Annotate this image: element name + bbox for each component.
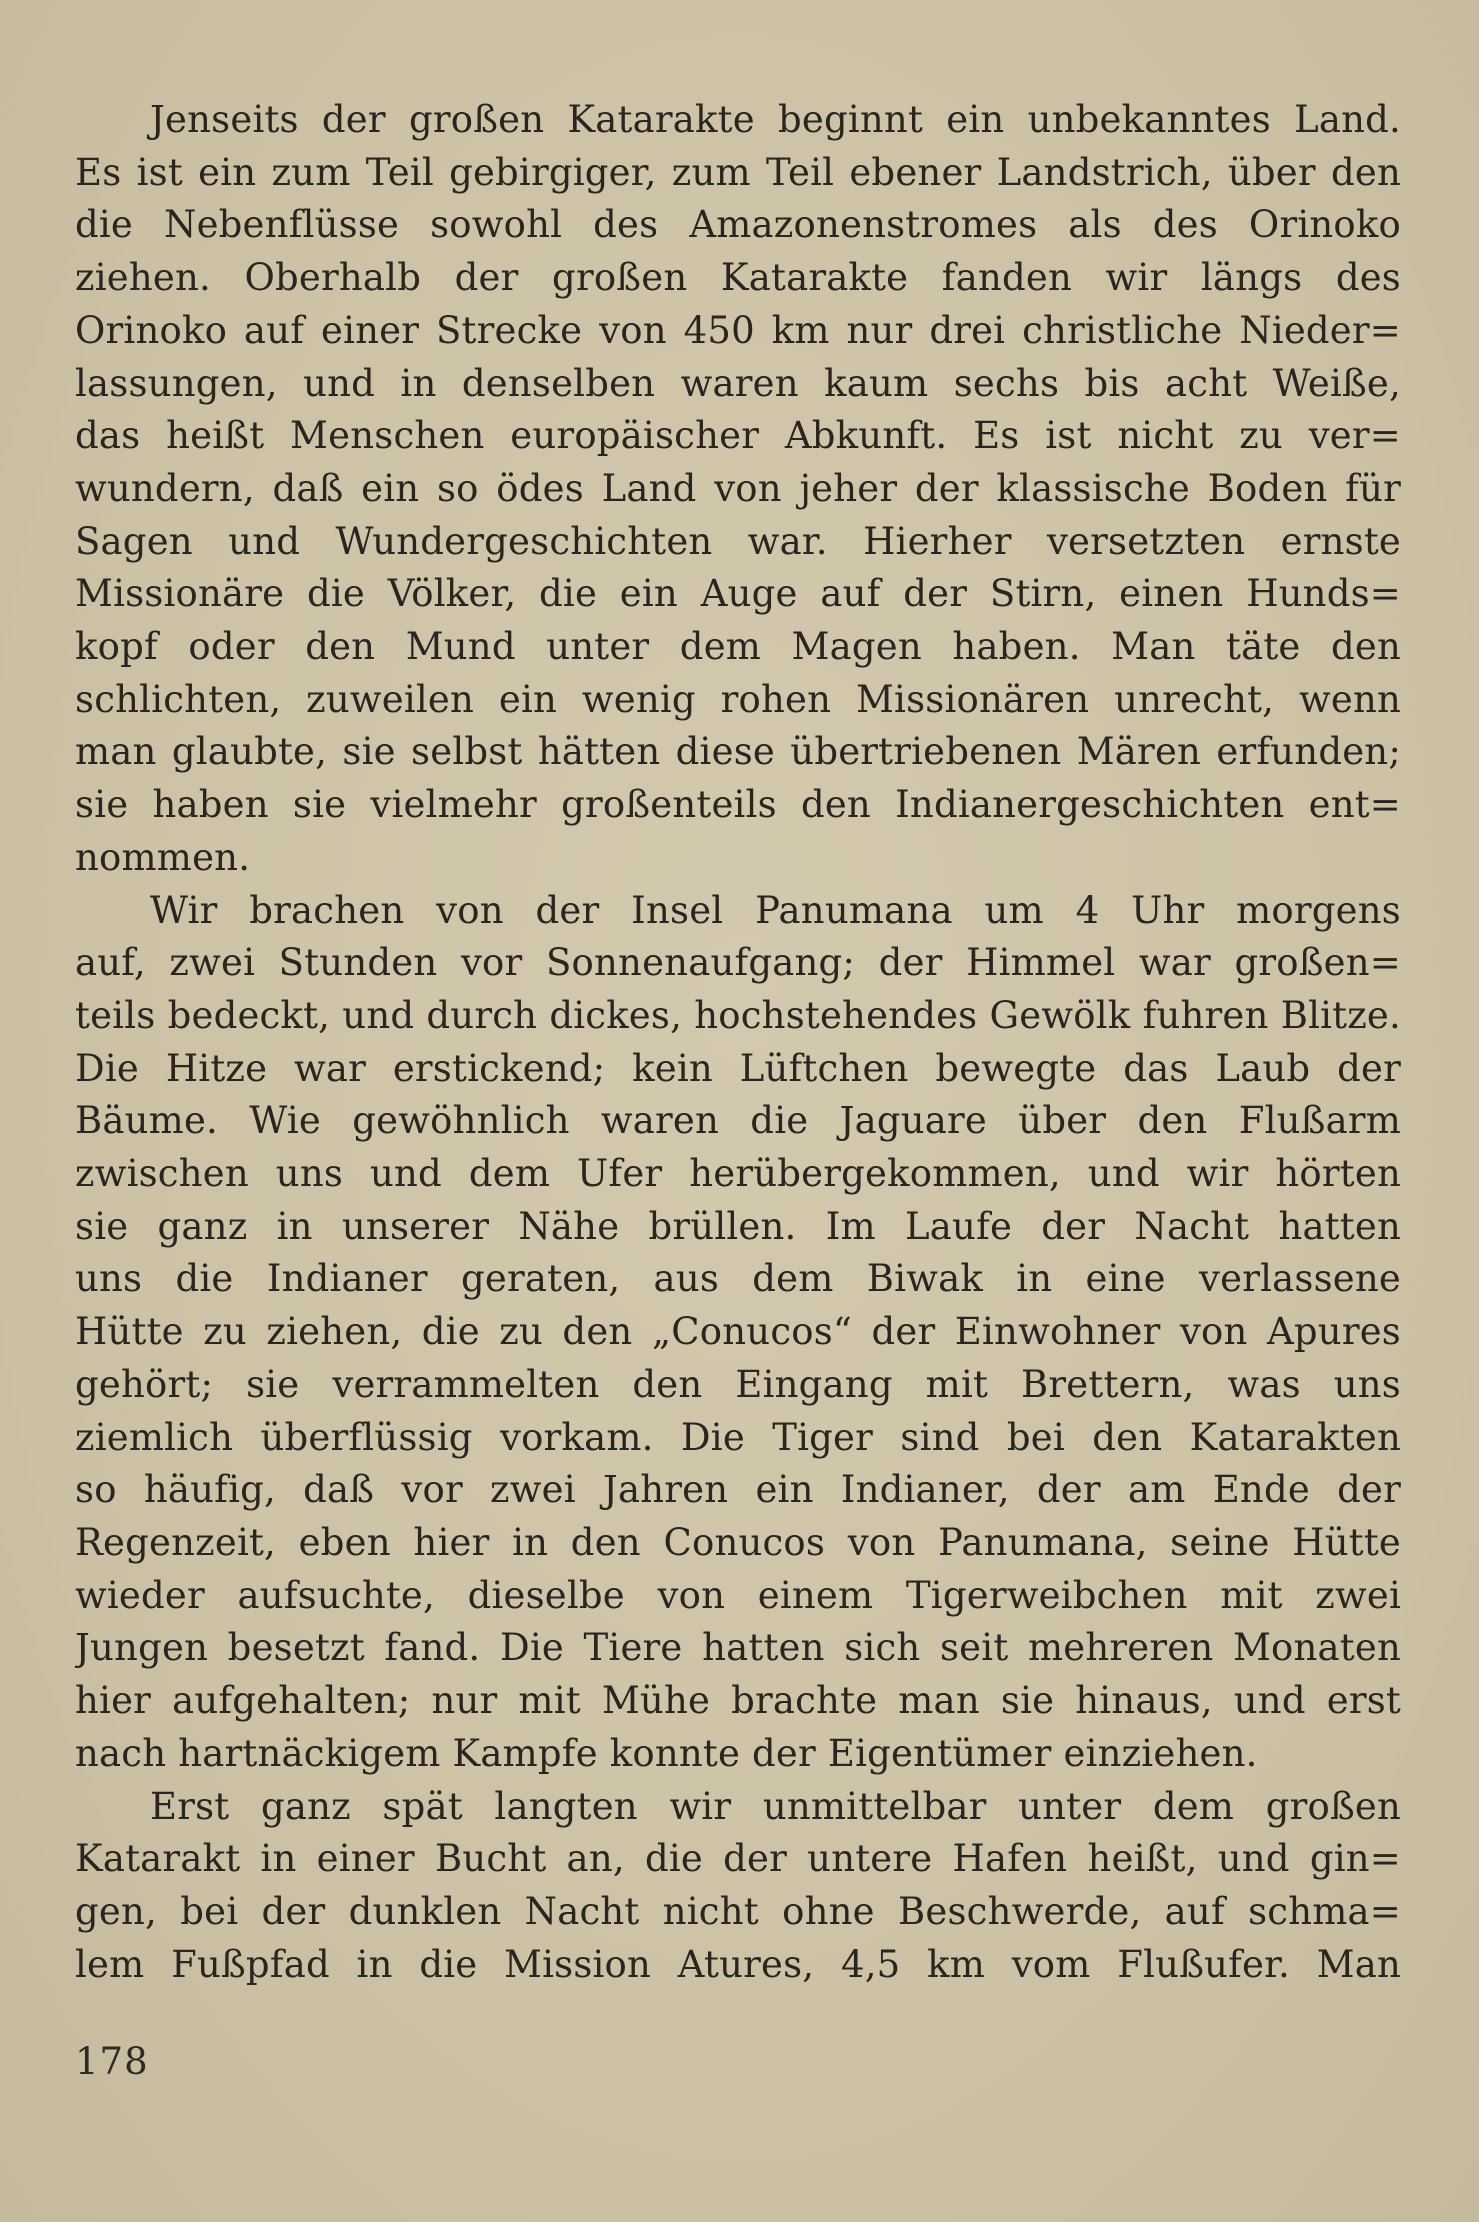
text-line: zwischen uns und dem Ufer herübergekommen, und wir hörten (75, 1152, 1401, 1196)
paragraph-3 (75, 1781, 1401, 1992)
text-line: das heißt Menschen europäischer Abkunft. Es ist nicht zu ver= (75, 414, 1401, 458)
text-line: Erst ganz spät langten wir unmittelbar unter dem großen (150, 1784, 1401, 1828)
text-line: Orinoko auf einer Strecke von 450 km nur drei christliche Nieder= (75, 308, 1401, 352)
text-line: schlichten, zuweilen ein wenig rohen Missionären unrecht, wenn (75, 677, 1401, 721)
text-line: sie haben sie vielmehr großenteils den Indianergeschichten ent= (75, 783, 1401, 827)
text-line: hier aufgehalten; nur mit Mühe brachte man sie hinaus, und erst (75, 1679, 1401, 1723)
text-line: Hütte zu ziehen, die zu den „Conucos“ der Einwohner von Apures (75, 1310, 1401, 1354)
text-line: Die Hitze war erstickend; kein Lüftchen bewegte das Laub der (75, 1046, 1401, 1090)
text-line: auf, zwei Stunden vor Sonnenaufgang; der Himmel war großen= (75, 941, 1401, 985)
text-line: Katarakt in einer Bucht an, die der untere Hafen heißt, und gin= (75, 1837, 1401, 1881)
page-number: 178 (75, 2040, 149, 2083)
body-text (75, 94, 1401, 1991)
text-line: teils bedeckt, und durch dickes, hochstehendes Gewölk fuhren Blitze. (75, 993, 1401, 1037)
text-line: Es ist ein zum Teil gebirgiger, zum Teil ebener Landstrich, über den (75, 150, 1401, 194)
text-line: ziemlich überflüssig vorkam. Die Tiger sind bei den Katarakten (75, 1415, 1401, 1459)
text-line: Sagen und Wundergeschichten war. Hierher versetzten ernste (75, 519, 1401, 563)
text-line: lem Fußpfad in die Mission Atures, 4,5 km vom Flußufer. Man (75, 1942, 1401, 1986)
paragraph-2 (75, 885, 1401, 1781)
text-line: nach hartnäckigem Kampfe konnte der Eigentümer einziehen. (75, 1731, 1258, 1775)
text-line: wieder aufsuchte, dieselbe von einem Tigerweibchen mit zwei (75, 1573, 1401, 1617)
text-line: Wir brachen von der Insel Panumana um 4 Uhr morgens (150, 888, 1401, 932)
text-line: nommen. (75, 835, 251, 879)
text-line: gen, bei der dunklen Nacht nicht ohne Beschwerde, auf schma= (75, 1889, 1401, 1933)
text-line: Jenseits der großen Katarakte beginnt ein unbekanntes Land. (150, 98, 1401, 141)
text-line: Missionäre die Völker, die ein Auge auf der Stirn, einen Hunds= (75, 572, 1401, 616)
text-line: lassungen, und in denselben waren kaum sechs bis acht Weiße, (75, 361, 1401, 405)
text-line: so häufig, daß vor zwei Jahren ein Indianer, der am Ende der (75, 1468, 1401, 1512)
text-line: kopf oder den Mund unter dem Magen haben. Man täte den (75, 625, 1401, 669)
text-line: ziehen. Oberhalb der großen Katarakte fanden wir längs des (75, 256, 1401, 300)
text-line: Regenzeit, eben hier in den Conucos von Panumana, seine Hütte (75, 1520, 1401, 1564)
text-line: gehört; sie verrammelten den Eingang mit Brettern, was uns (75, 1362, 1401, 1406)
text-line: sie ganz in unserer Nähe brüllen. Im Laufe der Nacht hatten (75, 1204, 1401, 1248)
text-line: die Nebenflüsse sowohl des Amazonenstromes als des Orinoko (75, 203, 1401, 247)
text-line: Jungen besetzt fand. Die Tiere hatten sich seit mehreren Monaten (75, 1626, 1401, 1670)
text-line: Bäume. Wie gewöhnlich waren die Jaguare über den Flußarm (75, 1099, 1401, 1143)
paragraph-1 (75, 94, 1401, 885)
text-line: wundern, daß ein so ödes Land von jeher der klassische Boden für (75, 466, 1401, 510)
text-line: man glaubte, sie selbst hätten diese übertriebenen Mären erfunden; (75, 730, 1401, 774)
text-line: uns die Indianer geraten, aus dem Biwak in eine verlassene (75, 1257, 1401, 1301)
